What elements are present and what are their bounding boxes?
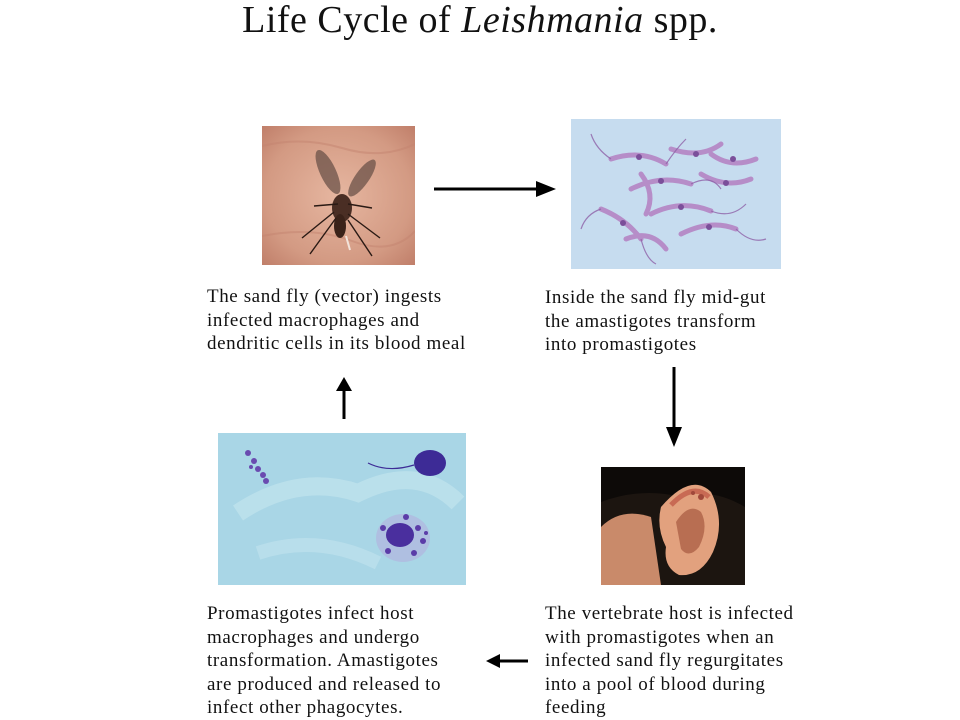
caption-line: into promastigotes [545, 334, 697, 355]
caption-line: macrophages and undergo [207, 626, 420, 648]
host-caption [545, 602, 794, 720]
caption-line: infected sand fly regurgitates [545, 650, 784, 671]
caption-line: infect other phagocytes. [207, 697, 404, 718]
caption-line: dendritic cells in its blood meal [207, 333, 466, 354]
macrophage-smear-photo [218, 433, 466, 585]
ear-lesion-photo [601, 467, 745, 585]
title-suffix: spp. [643, 0, 718, 41]
arrow-left-icon [484, 652, 530, 670]
promastigote-stain-photo [571, 119, 781, 269]
caption-line: the amastigotes transform [545, 310, 757, 332]
caption-line: The vertebrate host is infected [545, 603, 794, 624]
arrow-right-icon [432, 178, 558, 200]
caption-line: Inside the sand fly mid-gut [545, 287, 766, 308]
title-genus: Leishmania [461, 0, 644, 41]
caption-line: into a pool of blood during [545, 673, 766, 695]
caption-line: transformation. Amastigotes [207, 650, 439, 671]
sand-fly-caption [207, 285, 466, 356]
page-title [0, 0, 960, 48]
arrow-up-icon [334, 375, 354, 421]
caption-line: with promastigotes when an [545, 626, 775, 648]
arrow-down-icon [663, 365, 685, 449]
macrophage-caption [207, 602, 441, 720]
midgut-caption [545, 286, 766, 357]
caption-line: feeding [545, 697, 607, 718]
caption-line: Promastigotes infect host [207, 603, 415, 624]
caption-line: infected macrophages and [207, 309, 420, 331]
sand-fly-photo [262, 126, 415, 265]
title-prefix: Life Cycle of [242, 0, 462, 41]
caption-line: are produced and released to [207, 673, 442, 695]
caption-line: The sand fly (vector) ingests [207, 286, 442, 307]
